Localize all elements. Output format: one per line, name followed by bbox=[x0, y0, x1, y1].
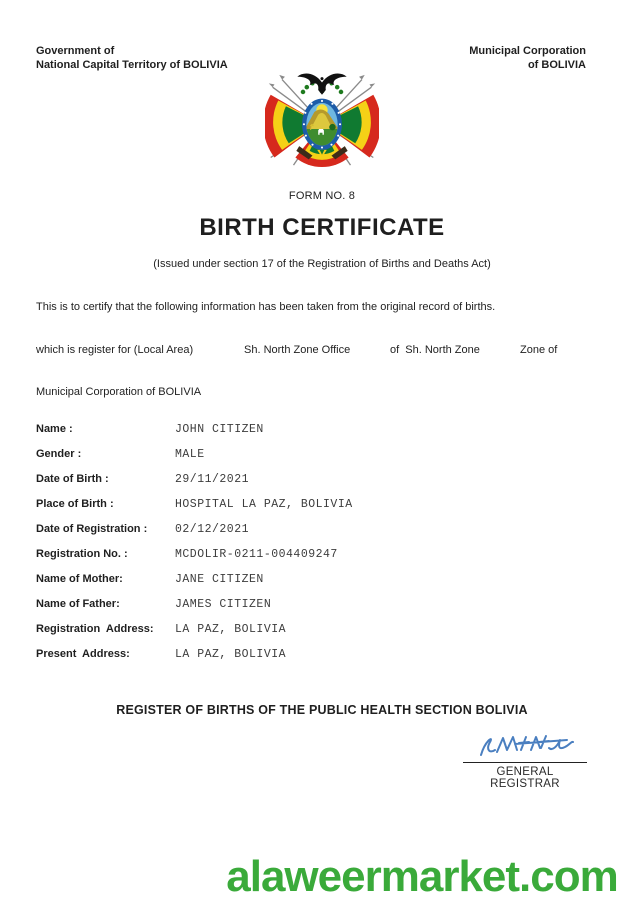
field-value: LA PAZ, BOLIVIA bbox=[175, 623, 287, 636]
watermark-text: alaweermarket.com bbox=[226, 852, 618, 901]
register-line-of-zone: of Sh. North Zone bbox=[390, 344, 480, 356]
register-of-births-heading: REGISTER OF BIRTHS OF THE PUBLIC HEALTH SECTION BOLIVIA bbox=[116, 703, 528, 717]
register-line-office: Sh. North Zone Office bbox=[244, 344, 351, 356]
register-line-2: Municipal Corporation of BOLIVIA bbox=[36, 386, 202, 398]
field-value: 29/11/2021 bbox=[175, 473, 250, 486]
field-value: LA PAZ, BOLIVIA bbox=[175, 648, 287, 661]
field-label: Registration Address: bbox=[36, 623, 154, 635]
header-government-line1: Government of bbox=[36, 45, 115, 57]
header-municipal-line1: Municipal Corporation bbox=[469, 45, 586, 57]
field-row bbox=[36, 623, 644, 648]
field-value: JOHN CITIZEN bbox=[175, 423, 264, 436]
field-row bbox=[36, 548, 644, 573]
page-title: BIRTH CERTIFICATE bbox=[199, 214, 445, 241]
field-row bbox=[36, 423, 644, 448]
field-label: Registration No. : bbox=[36, 548, 128, 560]
field-value: JANE CITIZEN bbox=[175, 573, 264, 586]
field-row bbox=[36, 598, 644, 623]
registrar-title: GENERAL REGISTRAR bbox=[490, 766, 560, 790]
field-label: Name of Mother: bbox=[36, 573, 123, 585]
field-label: Place of Birth : bbox=[36, 498, 114, 510]
field-label: Name of Father: bbox=[36, 598, 120, 610]
field-row bbox=[36, 573, 644, 598]
field-label: Present Address: bbox=[36, 648, 130, 660]
register-line-zone-of: Zone of bbox=[520, 344, 558, 356]
field-label: Date of Birth : bbox=[36, 473, 109, 485]
field-row bbox=[36, 473, 644, 498]
field-label: Date of Registration : bbox=[36, 523, 148, 535]
header-government-line2: National Capital Territory of BOLIVIA bbox=[36, 59, 228, 71]
register-line-prefix: which is register for (Local Area) bbox=[36, 344, 194, 356]
field-row bbox=[36, 523, 644, 548]
field-row bbox=[36, 498, 644, 523]
field-label: Gender : bbox=[36, 448, 82, 460]
signature-area bbox=[0, 731, 587, 790]
field-label: Name : bbox=[36, 423, 73, 435]
field-row bbox=[36, 648, 644, 673]
register-line bbox=[0, 344, 644, 357]
field-value: 02/12/2021 bbox=[175, 523, 250, 536]
emblem-container bbox=[0, 70, 644, 169]
bolivia-coat-of-arms-icon bbox=[265, 70, 379, 169]
header-municipal bbox=[469, 44, 586, 72]
certify-statement: This is to certify that the following information has been taken from the original record of births. bbox=[36, 301, 496, 313]
field-value: HOSPITAL LA PAZ, BOLIVIA bbox=[175, 498, 353, 511]
header-government bbox=[36, 44, 228, 72]
field-value: JAMES CITIZEN bbox=[175, 598, 272, 611]
header-municipal-line2: of BOLIVIA bbox=[527, 59, 586, 71]
field-row bbox=[36, 448, 644, 473]
field-value: MALE bbox=[175, 448, 205, 461]
registrar-signature bbox=[473, 731, 577, 761]
page-header bbox=[0, 0, 644, 72]
title-subtext: (Issued under section 17 of the Registration of Births and Deaths Act) bbox=[153, 258, 491, 270]
field-value: MCDOLIR-0211-004409247 bbox=[175, 548, 338, 561]
form-number: FORM NO. 8 bbox=[288, 190, 356, 202]
signature-block bbox=[463, 731, 587, 790]
fields-table bbox=[36, 423, 644, 673]
